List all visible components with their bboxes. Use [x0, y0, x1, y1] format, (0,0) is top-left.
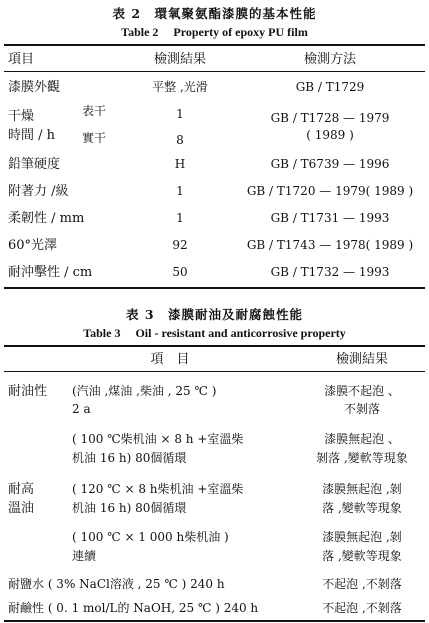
table2-row-gloss-result: 92: [172, 238, 188, 252]
table3-oil2-line2: 机油 16 h) 80個循環: [72, 451, 187, 465]
table2-caption-cn: 表 2 環氧聚氨酯漆膜的基本性能: [112, 6, 317, 21]
table3-oil1-result-line2: 不剝落: [343, 402, 380, 416]
table2-row-hardness-item: 鉛筆硬度: [8, 157, 61, 172]
table3-caption-en: Table 3 Oil - resistant and anticorrosive property: [83, 326, 346, 340]
table2-row-hardness-method: GB / T6739 — 1996: [270, 157, 390, 171]
table3-salt-result: 不起泡 ,不剝落: [322, 577, 402, 591]
table3-oil2-result-line2: 剝落 ,變軟等現象: [316, 451, 408, 465]
table3-hot1-line1: ( 120 ℃ × 8 h柴机油 +室溫柴: [72, 482, 244, 496]
table3-hot-category-line2: 溫油: [8, 501, 35, 516]
table2-row-appearance-result: 平整 ,光滑: [152, 80, 208, 94]
table3-hot2-result-line1: 漆膜無起泡 ,剝: [322, 530, 402, 544]
table2-caption-en: Table 2 Property of epoxy PU film: [121, 25, 308, 39]
table2-row-drytime-item-line1: 干燥: [8, 109, 35, 124]
table3-alkali-result: 不起泡 ,不剝落: [322, 601, 402, 615]
table2-row-gloss-method: GB / T1743 — 1978( 1989 ): [246, 238, 414, 252]
table3-hot2-line2: 連續: [72, 549, 97, 563]
table2-row-adhesion-method: GB / T1720 — 1979( 1989 ): [246, 184, 414, 198]
table3-oil2-result-line1: 漆膜無起泡 、: [324, 432, 400, 446]
table3-hot1-result-line1: 漆膜無起泡 ,剝: [322, 482, 402, 496]
table3-header-result: 檢測結果: [335, 352, 388, 367]
table2-header-item: 項目: [8, 52, 35, 67]
table3-hot2-line1: ( 100 ℃ × 1 000 h柴机油 ): [72, 530, 229, 544]
table2-header-rule: [4, 71, 425, 72]
table2-row-drytime-method-line1: GB / T1728 — 1979: [270, 111, 390, 125]
table2-row-drytime-sub2: 實干: [82, 131, 107, 145]
table2-header-result: 檢測結果: [153, 52, 206, 67]
table3-header-item: 項 目: [150, 352, 190, 367]
table3-hot1-result-line2: 落 ,變軟等現象: [322, 501, 402, 515]
table2-top-rule: [4, 44, 425, 46]
table3-hot1-line2: 机油 16 h) 80個循環: [72, 501, 187, 515]
table2-row-hardness-result: H: [174, 157, 186, 171]
table3-hot2-result-line2: 落 ,變軟等現象: [322, 549, 402, 563]
table2-row-drytime-item-line2: 時間 / h: [8, 128, 56, 143]
table3-alkali-item: 耐鹼性 ( 0. 1 mol/L的 NaOH, 25 ℃ ) 240 h: [8, 601, 259, 615]
table2-bottom-rule: [4, 287, 425, 289]
table2-row-gloss-item: 60°光澤: [8, 238, 58, 253]
table3-header-rule: [4, 371, 425, 372]
table2-row-drytime-method-line2: ( 1989 ): [306, 128, 354, 142]
table3-oil1-line2: 2 a: [72, 402, 91, 416]
table3-oil2-line1: ( 100 ℃柴机油 × 8 h +室溫柴: [72, 432, 244, 446]
table2-row-impact-method: GB / T1732 — 1993: [270, 265, 390, 279]
table3-oil-category: 耐油性: [8, 384, 48, 399]
table3-hot-category-line1: 耐高: [8, 482, 35, 497]
table2-row-adhesion-result: 1: [176, 184, 184, 198]
table3-top-rule: [4, 345, 425, 347]
table2-row-impact-item: 耐沖擊性 / cm: [8, 265, 93, 280]
table3-oil1-result-line1: 漆膜不起泡 、: [324, 384, 400, 398]
table2-row-drytime-result2: 8: [176, 133, 184, 147]
table3-caption-cn: 表 3 漆膜耐油及耐腐蝕性能: [125, 307, 304, 322]
table3-salt-item: 耐鹽水 ( 3% NaCl溶液 , 25 ℃ ) 240 h: [8, 577, 225, 591]
table2-row-flexibility-item: 柔韌性 / mm: [8, 211, 85, 226]
table2-row-flexibility-result: 1: [176, 211, 184, 225]
table2-row-appearance-item: 漆膜外觀: [8, 80, 61, 95]
table2-row-adhesion-item: 附著力 /級: [8, 184, 69, 199]
table2-row-drytime-sub1: 表干: [82, 104, 107, 118]
table3-oil1-line1: (汽油 ,煤油 ,柴油 , 25 ℃ ): [72, 384, 217, 398]
table2-row-appearance-method: GB / T1729: [295, 80, 365, 94]
table2-header-method: 檢測方法: [303, 52, 356, 67]
table2-row-drytime-result1: 1: [176, 107, 184, 121]
table2-row-flexibility-method: GB / T1731 — 1993: [270, 211, 390, 225]
table2-row-impact-result: 50: [172, 265, 188, 279]
table3-bottom-rule: [4, 620, 425, 622]
